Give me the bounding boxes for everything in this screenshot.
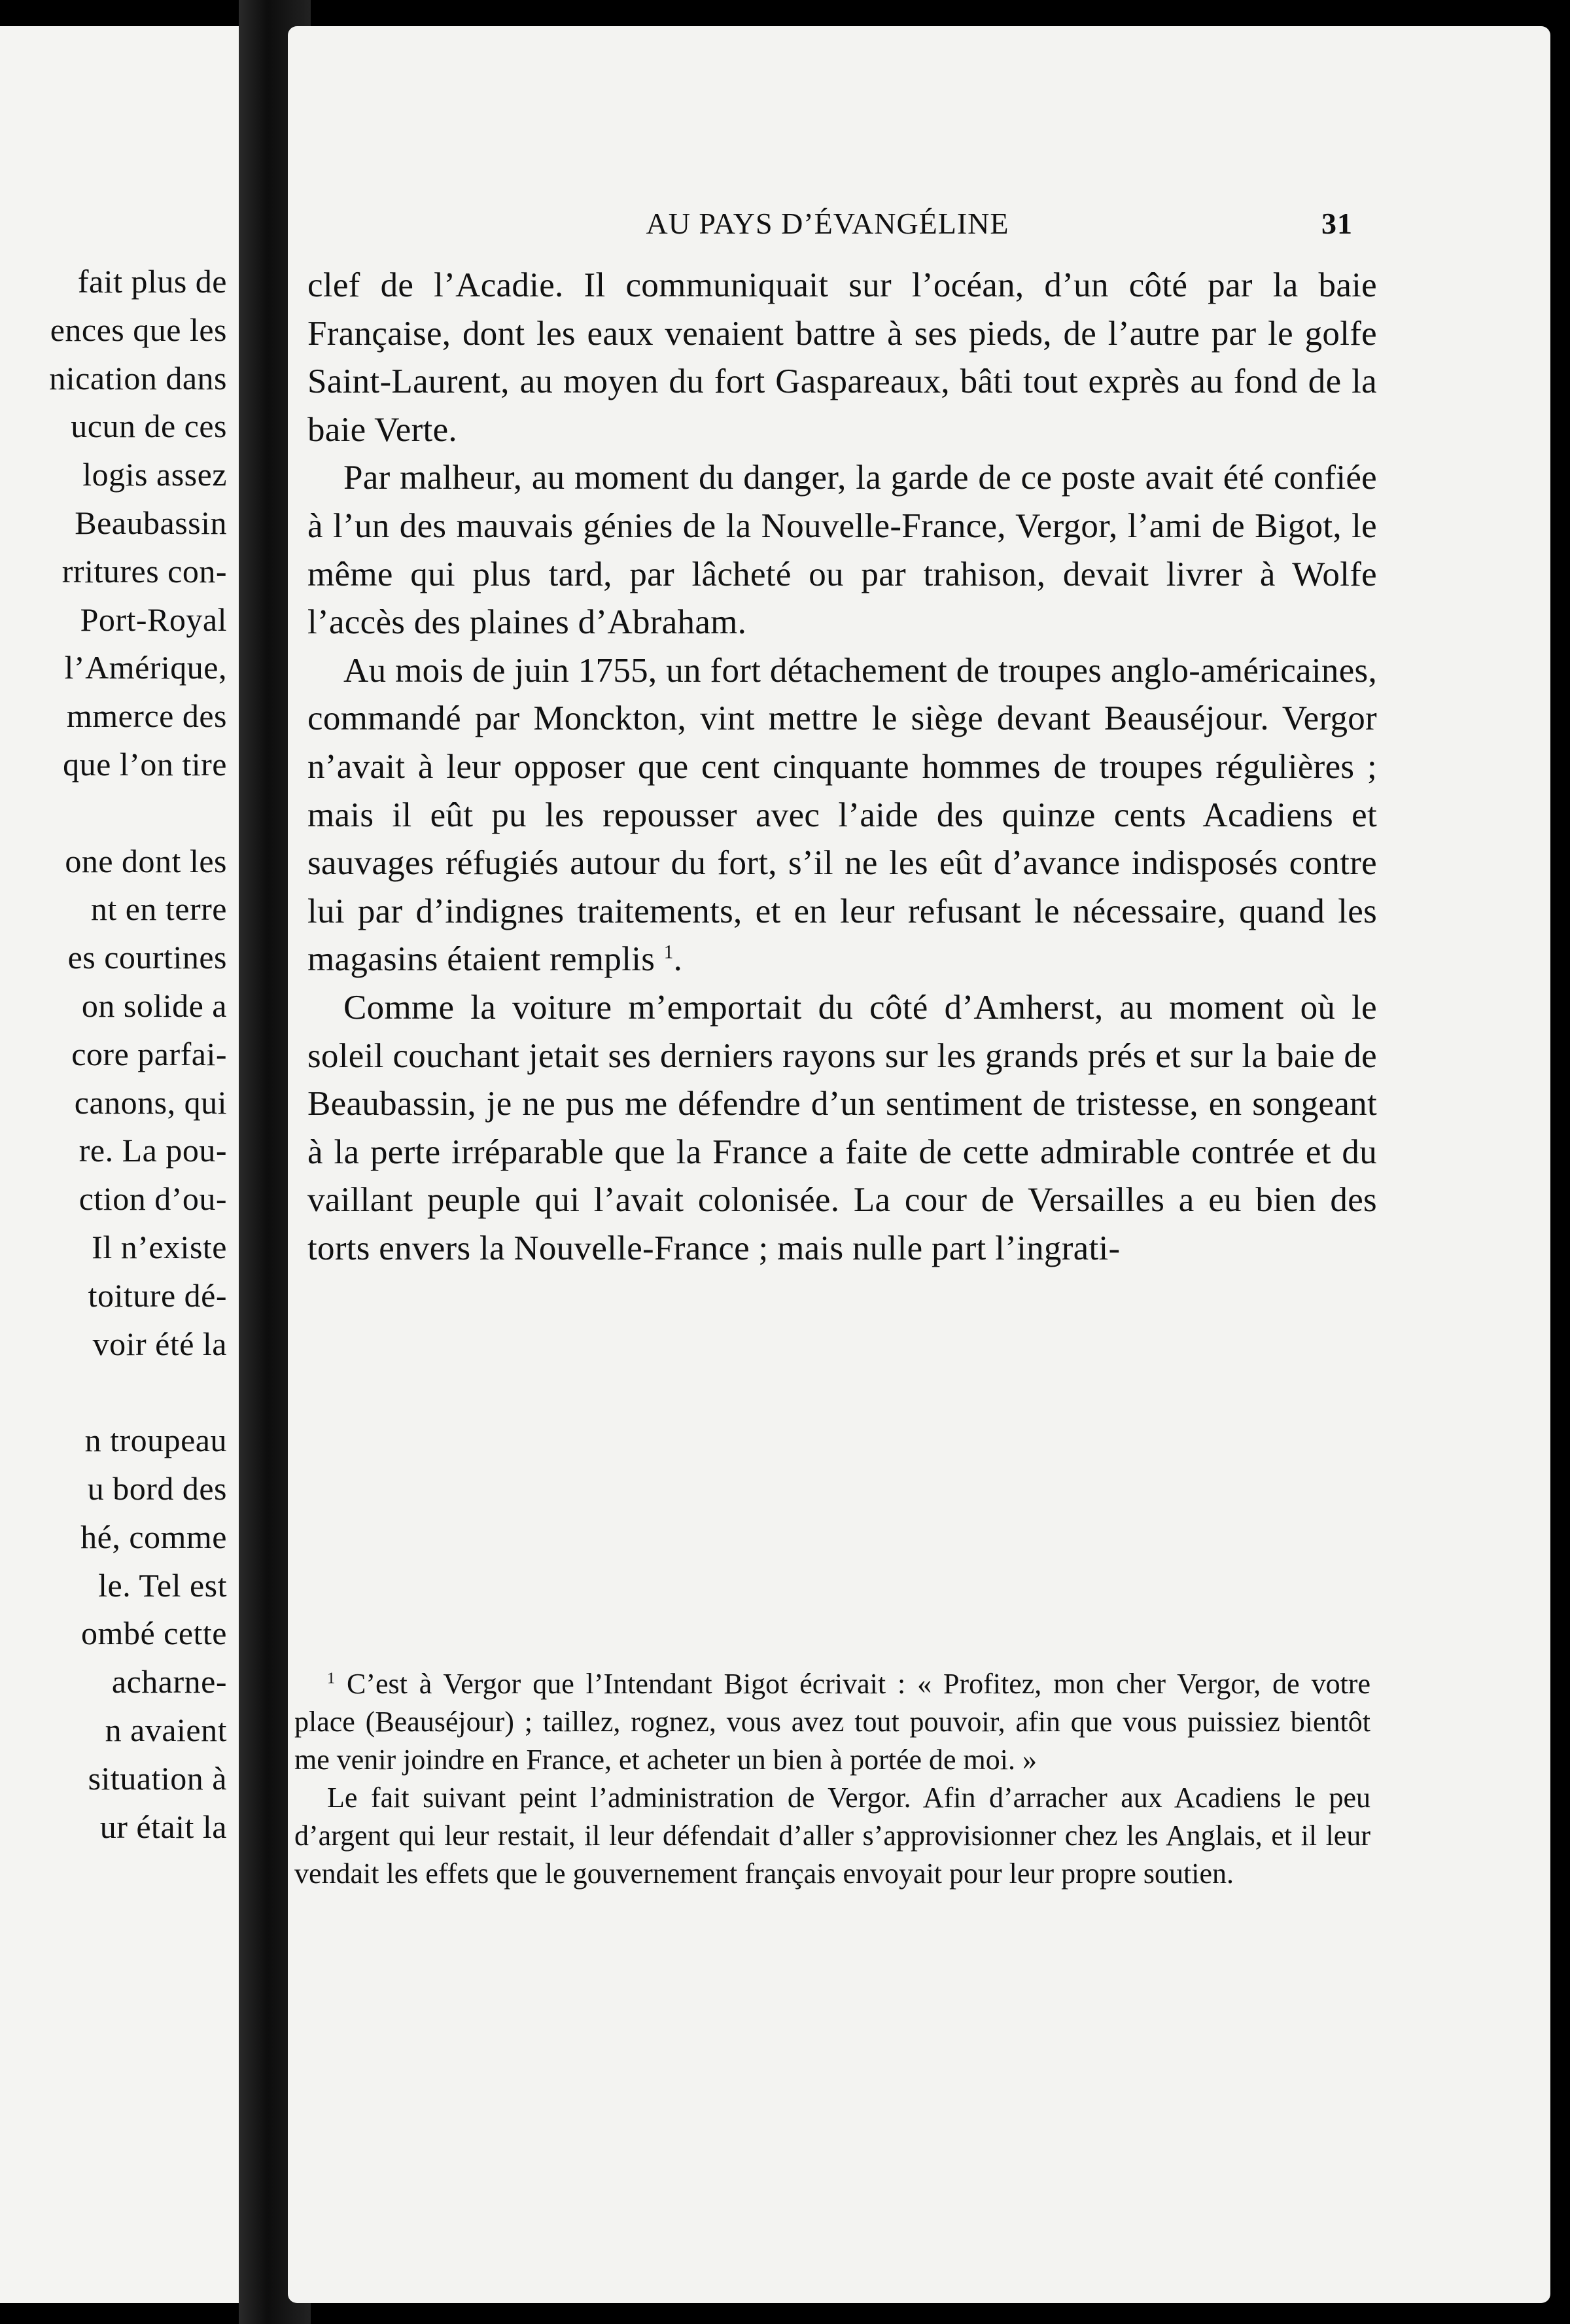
previous-page-line: on solide a (81, 987, 227, 1024)
previous-page-line: que l’on tire (63, 746, 227, 783)
previous-page-line: nication dans (49, 359, 227, 396)
previous-page-line: toiture dé- (88, 1276, 227, 1314)
footnote-1-text: C’est à Vergor que l’Intendant Bigot écrivait : « Profitez, mon cher Vergor, de votre place (Beauséjour) ; taillez, rognez, vous avez tout pouvoir, afin que vous puissiez bientôt me venir joindre en France, et acheter un bien à portée de moi. » (294, 1668, 1370, 1776)
footnote-1 (294, 1665, 1370, 1779)
previous-page-line: Port-Royal (80, 601, 227, 638)
running-title: AU PAYS D’ÉVANGÉLINE (646, 207, 1009, 240)
footnotes (294, 1665, 1370, 1893)
previous-page-line: le. Tel est (98, 1566, 227, 1604)
page-header (288, 206, 1550, 245)
previous-page-line: logis assez (82, 456, 227, 493)
previous-page-line: core parfai- (71, 1035, 227, 1072)
book-page (288, 26, 1550, 2303)
paragraph-4: Comme la voiture m’emportait du côté d’Amherst, au moment où le soleil couchant jetait ses derniers rayons sur les grands prés et sur la baie de Beaubassin, je ne pus me défendre d’un sentiment de tristesse, en songeant à la perte irréparable que la France a faite de cette admirable contrée et du vaillant peuple qui l’avait colonisée. La cour de Versailles a eu bien des torts envers la Nouvelle-France ; mais nulle part l’ingrati- (307, 988, 1377, 1267)
previous-page-line: ur était la (99, 1808, 227, 1845)
previous-page-fragment (0, 26, 239, 2303)
previous-page-line: ucun de ces (71, 408, 227, 445)
previous-page-line: nt en terre (90, 890, 227, 928)
previous-page-line: rritures con- (61, 552, 227, 590)
previous-page-line: canons, qui (74, 1083, 227, 1121)
paragraph-1: clef de l’Acadie. Il communiquait sur l’océan, d’un côté par la baie Française, dont les eaux venaient battre à ses pieds, de l’autre par le golfe Saint-Laurent, au moyen du fort Gaspareaux, bâti tout exprès au fond de la baie Verte. (307, 266, 1377, 449)
footnote-2: Le fait suivant peint l’administration de Vergor. Afin d’arracher aux Acadiens le peu d’argent qui leur restait, il leur défendait d’aller s’approvisionner chez les Anglais, et il leur vendait les effets que le gouvernement français envoyait pour leur propre soutien. (294, 1782, 1370, 1890)
previous-page-line: es courtines (67, 939, 227, 976)
previous-page-line: ences que les (50, 311, 227, 348)
previous-page-line: one dont les (65, 842, 227, 879)
previous-page-line: situation à (88, 1759, 227, 1797)
previous-page-line: ombé cette (81, 1615, 227, 1652)
previous-page-line: re. La pou- (78, 1132, 227, 1169)
main-text (307, 262, 1377, 1273)
paragraph-3 (307, 647, 1377, 984)
previous-page-line: acharne- (111, 1663, 227, 1700)
previous-page-line: u bord des (87, 1470, 227, 1507)
paragraph-3-text: Au mois de juin 1755, un fort détachement de troupes anglo-américaines, commandé par Monckton, vint mettre le siège devant Beauséjour. Vergor n’avait à leur opposer que cent cinquante hommes de troupes régulières ; mais il eût pu les repousser avec l’aide des quinze cents Acadiens et sauvages réfugiés autour du fort, s’il ne les eût d’avance indisposés contre lui par d’indignes traitements, et en leur refusant le nécessaire, quand les magasins étaient remplis (307, 651, 1377, 979)
previous-page-line: Beaubassin (75, 504, 227, 541)
footnote-reference: 1 (663, 942, 674, 963)
paragraph-3-end: . (673, 940, 683, 979)
previous-page-line: n troupeau (84, 1422, 227, 1459)
page-number: 31 (1321, 207, 1353, 240)
previous-page-line: ction d’ou- (78, 1180, 227, 1218)
previous-page-line: Il n’existe (92, 1229, 227, 1265)
previous-page-line: mmerce des (66, 697, 227, 735)
previous-page-line: n avaient (105, 1712, 227, 1748)
previous-page-line: fait plus de (77, 263, 227, 300)
previous-page-line: hé, comme (80, 1518, 227, 1555)
previous-page-line: voir été la (92, 1325, 227, 1362)
footnote-1-mark: 1 (327, 1669, 336, 1687)
paragraph-2: Par malheur, au moment du danger, la garde de ce poste avait été confiée à l’un des mauvais génies de la Nouvelle-France, Vergor, l’ami de Bigot, le même qui plus tard, par lâcheté ou par trahison, devait livrer à Wolfe l’accès des plaines d’Abraham. (307, 459, 1377, 642)
previous-page-line: l’Amérique, (64, 649, 227, 686)
